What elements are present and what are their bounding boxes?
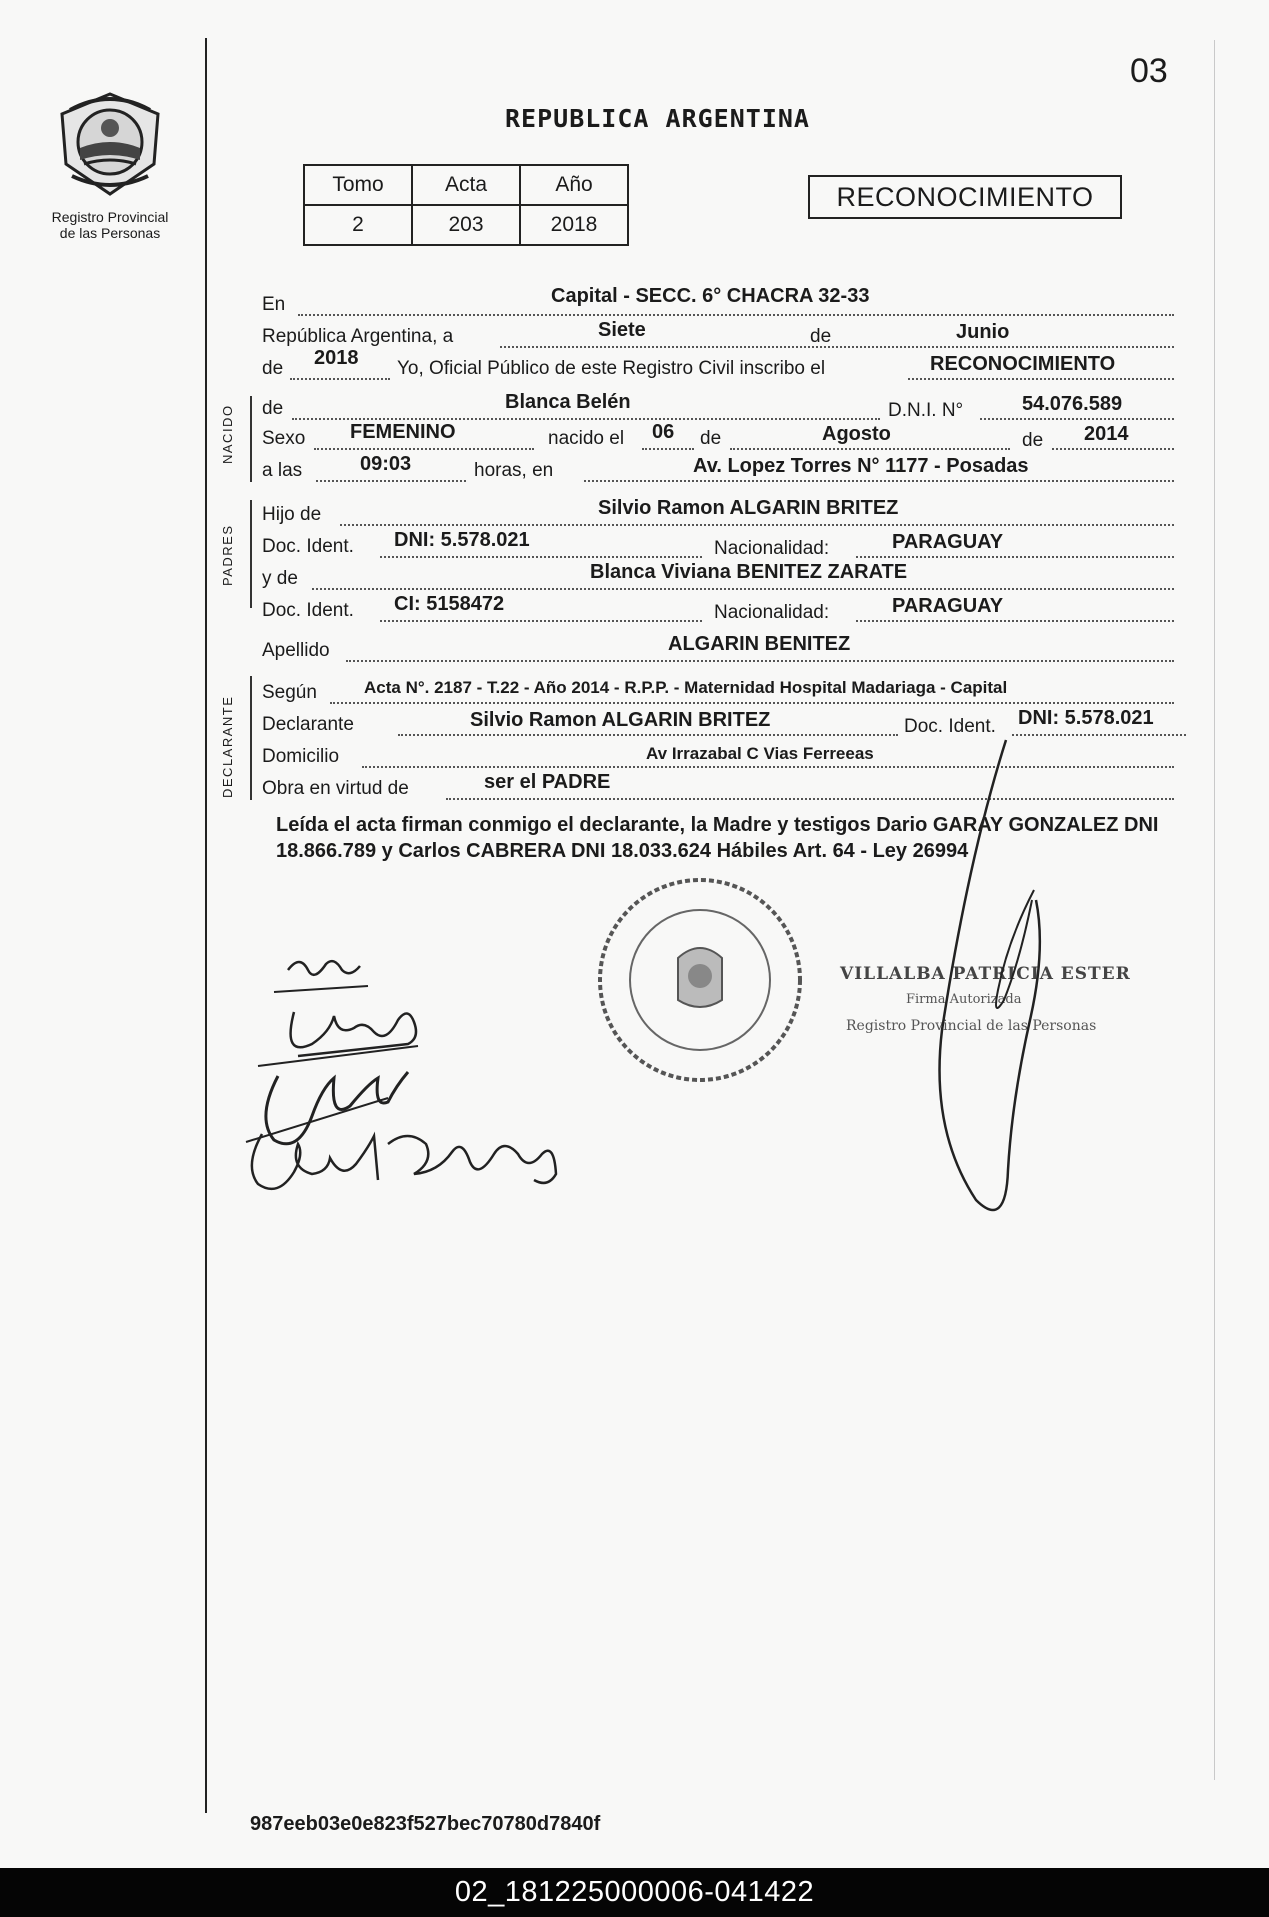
official-stamp-role: Firma Autorizada [906,992,1022,1007]
dotted-line [298,312,1174,316]
domicilio-label: Domicilio [262,746,340,767]
declarante-label: Declarante [262,714,354,735]
mother-doc-value: CI: 5158472 [394,593,505,615]
dni-label: D.N.I. N° [888,400,964,421]
closing-statement: Leída el acta firman conmigo el declarante, la Madre y testigos Dario GARAY GONZALEZ DNI 18.866.789 y Carlos CABRERA DNI 18.033.624 Hábiles Art. 64 - Ley 26994 [276,814,1159,862]
birth-year-value: 2014 [1084,423,1129,445]
apellido-label: Apellido [262,640,330,661]
dotted-line [398,732,898,736]
en-label: En [262,294,286,315]
record-table-header: Acta [412,165,520,205]
birth-month-value: Agosto [822,423,891,445]
birth-de-label: de [700,428,722,449]
father-nationality-value: PARAGUAY [892,531,1004,553]
record-table-header: Tomo [304,165,412,205]
a-las-label: a las [262,460,303,481]
inscribe-text: Yo, Oficial Público de este Registro Civil inscribo el [397,358,826,379]
official-stamp-registry: Registro Provincial de las Personas [846,1018,1097,1034]
hijo-de-label: Hijo de [262,504,322,525]
dotted-line [584,478,1174,482]
sexo-label: Sexo [262,428,306,449]
segun-label: Según [262,682,317,703]
dotted-line [340,522,1174,526]
record-table-value-row [304,205,628,245]
section-bracket [250,500,252,608]
section-bracket [250,676,252,800]
sexo-value: FEMENINO [350,421,456,443]
coat-of-arms-icon [50,90,170,200]
nacido-section-label: NACIDO [220,404,235,464]
mother-nationality-label: Nacionalidad: [714,602,830,623]
record-table-cell: 2018 [520,205,628,245]
obra-value: ser el PADRE [484,771,611,793]
child-name-value: Blanca Belén [505,391,631,413]
child-dni-value: 54.076.589 [1022,393,1123,415]
dotted-line [314,446,534,450]
birth-place-value: Av. Lopez Torres N° 1177 - Posadas [693,455,1029,477]
record-table [303,164,629,246]
declarante-doc-label: Doc. Ident. [904,716,996,737]
registry-caption-line2: de las Personas [59,225,161,241]
intro-year-value: 2018 [314,347,359,369]
father-nationality-label: Nacionalidad: [714,538,830,559]
document-title: REPUBLICA ARGENTINA [505,104,810,133]
mother-nationality-value: PARAGUAY [892,595,1004,617]
dotted-line [290,376,390,380]
declarante-section-label: DECLARANTE [220,695,235,798]
dotted-line [1052,446,1174,450]
birth-day-value: 06 [652,421,675,443]
intro-month-value: Junio [956,321,1010,343]
apellido-value: ALGARIN BENITEZ [668,633,851,655]
dotted-line [908,376,1174,380]
document-hash: 987eeb03e0e823f527bec70780d7840f [250,1813,601,1835]
place-value: Capital - SECC. 6° CHACRA 32-33 [551,285,870,307]
father-name-value: Silvio Ramon ALGARIN BRITEZ [598,497,899,519]
dotted-line [856,554,1174,558]
dotted-line [316,478,466,482]
record-table-cell: 2 [304,205,412,245]
mother-doc-label: Doc. Ident. [262,600,354,621]
domicilio-value: Av Irrazabal C Vias Ferreeas [646,744,874,763]
horas-label: horas, en [474,460,554,481]
intro-de-label: de [810,326,832,347]
witness-signatures [238,948,568,1208]
declarante-doc-value: DNI: 5.578.021 [1018,707,1154,729]
dotted-line [380,554,702,558]
record-table-header: Año [520,165,628,205]
nacido-de-label: de [262,398,284,419]
registry-logo [45,90,175,241]
record-table-cell: 203 [412,205,520,245]
act-type-value: RECONOCIMIENTO [930,353,1116,375]
right-margin-rule [1214,40,1215,1780]
dotted-line [500,344,1174,348]
obra-label: Obra en virtud de [262,778,409,799]
dotted-line [730,446,1010,450]
y-de-label: y de [262,568,298,589]
intro-day-value: Siete [598,319,646,341]
dotted-line [642,446,694,450]
dotted-line [980,416,1174,420]
dotted-line [346,658,1174,662]
official-signature [928,700,1068,1220]
nacido-el-label: nacido el [548,428,625,449]
intro-de-label-2: de [262,358,284,379]
official-stamp-name: VILLALBA PATRICIA ESTER [840,964,1131,984]
republic-label: República Argentina, a [262,326,454,347]
registry-caption [45,209,175,241]
birth-time-value: 09:03 [360,453,412,475]
dotted-line [856,618,1174,622]
document-type-box: RECONOCIMIENTO [808,175,1122,219]
birth-de-label-2: de [1022,430,1044,451]
mother-name-value: Blanca Viviana BENITEZ ZARATE [590,561,908,583]
registry-seal-stamp [590,868,810,1098]
page-number: 03 [1130,52,1168,90]
dotted-line [312,586,1174,590]
dotted-line [380,618,702,622]
father-doc-value: DNI: 5.578.021 [394,529,530,551]
left-margin-rule [205,38,207,1813]
father-doc-label: Doc. Ident. [262,536,354,557]
declarante-name-value: Silvio Ramon ALGARIN BRITEZ [470,709,771,731]
section-bracket [250,396,252,482]
scan-footer-label: 02_181225000006-041422 [0,1868,1269,1917]
record-table-header-row [304,165,628,205]
registry-caption-line1: Registro Provincial [51,209,169,225]
padres-section-label: PADRES [220,524,235,586]
segun-value: Acta N°. 2187 - T.22 - Año 2014 - R.P.P. - Maternidad Hospital Madariaga - Capital [364,678,1008,697]
